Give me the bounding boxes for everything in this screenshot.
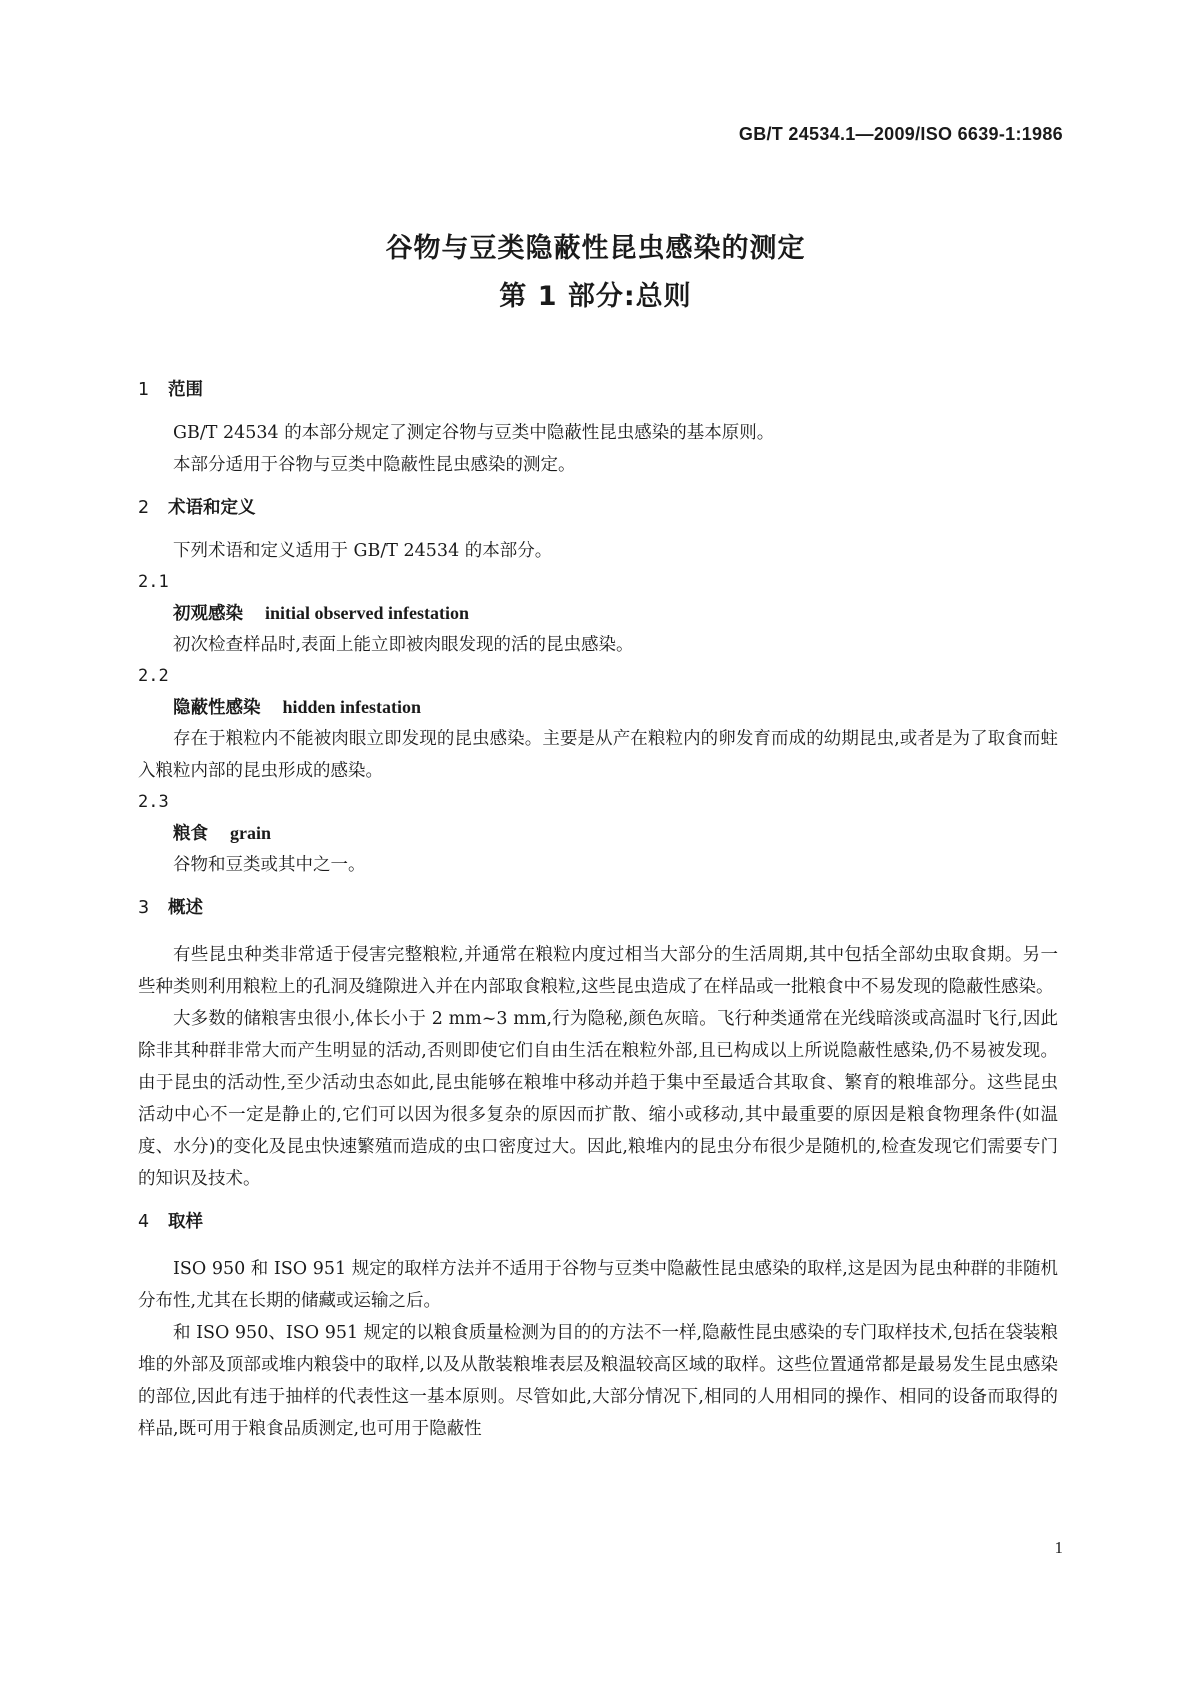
section-number: 1: [138, 380, 150, 400]
section-number: 4: [138, 1212, 150, 1232]
title-block: [0, 228, 1191, 318]
paragraph: GB/T 24534 的本部分规定了测定谷物与豆类中隐蔽性昆虫感染的基本原则。: [173, 423, 775, 443]
section-3-heading: [138, 893, 1058, 923]
term-entry: [138, 817, 1058, 849]
paragraph: 和 ISO 950、ISO 951 规定的以粮食质量检测为目的的方法不一样,隐蔽性昆虫感染的专门取样技术,包括在袋装粮堆的外部及顶部或堆内粮袋中的取样,以及从散装粮堆表层及粮温较高区域的取样。这些位置通常都是最易发生昆虫感染的部位,因此有违于抽样的代表性这一基本原则。尽管如此,大部分情况下,相同的人用相同的操作、相同的设备而取得的样品,既可用于粮食品质测定,也可用于隐蔽性: [138, 1323, 1058, 1439]
term-chinese: 粮食: [173, 824, 208, 844]
section-title: 取样: [168, 1212, 203, 1232]
section-title: 范围: [168, 380, 203, 400]
term-definition: 初次检查样品时,表面上能立即被肉眼发现的活的昆虫感染。: [173, 635, 634, 655]
term-chinese: 初观感染: [173, 604, 243, 624]
term-definition: 谷物和豆类或其中之一。: [173, 855, 366, 875]
document-subtitle: 第 1 部分:总则: [499, 281, 692, 312]
standard-code: GB/T 24534.1—2009/ISO 6639-1:1986: [738, 124, 1063, 144]
section-4-heading: [138, 1207, 1058, 1237]
paragraph: 大多数的储粮害虫很小,体长小于 2 mm~3 mm,行为隐秘,颜色灰暗。飞行种类通常在光线暗淡或高温时飞行,因此除非其种群非常大而产生明显的活动,否则即使它们自由生活在粮粒外部,且已构成以上所说隐蔽性感染,仍不易被发现。由于昆虫的活动性,至少活动虫态如此,昆虫能够在粮堆中移动并趋于集中至最适合其取食、繁育的粮堆部分。这些昆虫活动中心不一定是静止的,它们可以因为很多复杂的原因而扩散、缩小或移动,其中最重要的原因是粮食物理条件(如温度、水分)的变化及昆虫快速繁殖而造成的虫口密度过大。因此,粮堆内的昆虫分布很少是随机的,检查发现它们需要专门的知识及技术。: [138, 1009, 1058, 1189]
document-body: [138, 375, 1058, 1445]
term-entry: [138, 691, 1058, 723]
clause-number: 2.1: [138, 572, 169, 592]
section-2-heading: [138, 493, 1058, 523]
clause-number: 2.2: [138, 666, 169, 686]
paragraph: 下列术语和定义适用于 GB/T 24534 的本部分。: [173, 541, 553, 561]
section-title: 概述: [168, 898, 203, 918]
section-title: 术语和定义: [168, 498, 256, 518]
term-definition: 存在于粮粒内不能被肉眼立即发现的昆虫感染。主要是从产在粮粒内的卵发育而成的幼期昆虫,或者是为了取食而蛀入粮粒内部的昆虫形成的感染。: [138, 729, 1058, 781]
term-chinese: 隐蔽性感染: [173, 698, 261, 718]
term-english: hidden infestation: [282, 697, 422, 717]
paragraph: 本部分适用于谷物与豆类中隐蔽性昆虫感染的测定。: [173, 455, 576, 475]
section-number: 2: [138, 498, 150, 518]
clause-number: 2.3: [138, 792, 169, 812]
section-1-heading: [138, 375, 1058, 405]
page-number: 1: [1054, 1538, 1063, 1557]
term-entry: [138, 597, 1058, 629]
document-title: 谷物与豆类隐蔽性昆虫感染的测定: [385, 233, 806, 264]
term-english: grain: [230, 823, 272, 843]
section-number: 3: [138, 898, 150, 918]
paragraph: 有些昆虫种类非常适于侵害完整粮粒,并通常在粮粒内度过相当大部分的生活周期,其中包括全部幼虫取食期。另一些种类则利用粮粒上的孔洞及缝隙进入并在内部取食粮粒,这些昆虫造成了在样品或一批粮食中不易发现的隐蔽性感染。: [138, 945, 1058, 997]
term-english: initial observed infestation: [265, 603, 470, 623]
paragraph: ISO 950 和 ISO 951 规定的取样方法并不适用于谷物与豆类中隐蔽性昆虫感染的取样,这是因为昆虫种群的非随机分布性,尤其在长期的储藏或运输之后。: [138, 1259, 1058, 1311]
